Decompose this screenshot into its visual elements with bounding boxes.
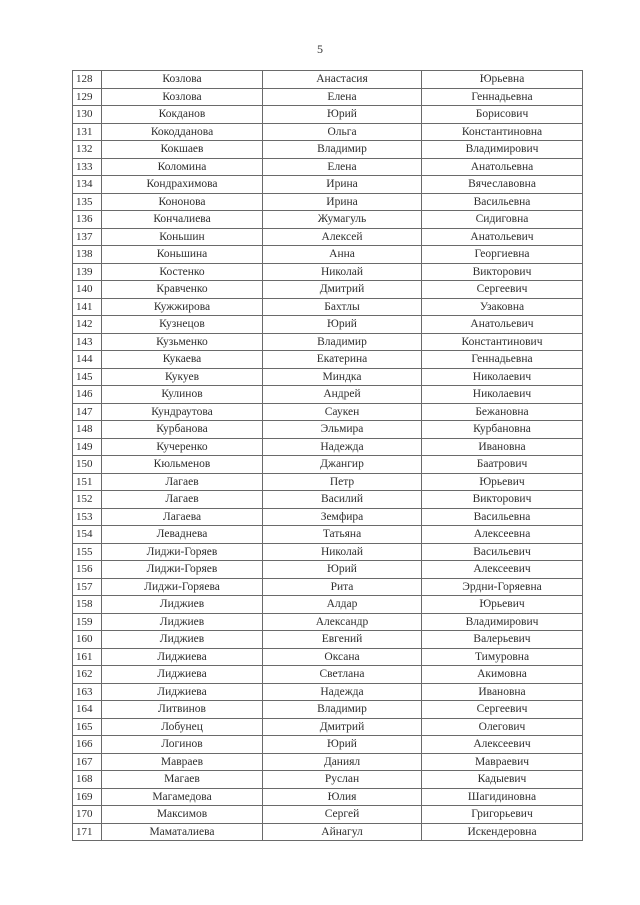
patronymic-cell: Владимирович	[422, 141, 583, 159]
first-name-cell: Земфира	[263, 508, 422, 526]
row-number: 134	[73, 176, 102, 194]
table-row	[73, 193, 583, 211]
surname-cell: Лагаева	[102, 508, 263, 526]
patronymic-cell: Георгиевна	[422, 246, 583, 264]
first-name-cell: Надежда	[263, 683, 422, 701]
patronymic-cell: Юрьевич	[422, 596, 583, 614]
first-name-cell: Петр	[263, 473, 422, 491]
table-row	[73, 508, 583, 526]
first-name-cell: Дмитрий	[263, 281, 422, 299]
surname-cell: Лиджи-Горяев	[102, 543, 263, 561]
table-row	[73, 613, 583, 631]
surname-cell: Кучеренко	[102, 438, 263, 456]
surname-cell: Кюльменов	[102, 456, 263, 474]
table-row	[73, 701, 583, 719]
surname-cell: Лиджи-Горяев	[102, 561, 263, 579]
table-row	[73, 298, 583, 316]
surname-cell: Кокшаев	[102, 141, 263, 159]
patronymic-cell: Юрьевич	[422, 473, 583, 491]
row-number: 137	[73, 228, 102, 246]
row-number: 165	[73, 718, 102, 736]
patronymic-cell: Шагидиновна	[422, 788, 583, 806]
surname-cell: Лобунец	[102, 718, 263, 736]
row-number: 146	[73, 386, 102, 404]
patronymic-cell: Алексеевич	[422, 561, 583, 579]
first-name-cell: Юлия	[263, 788, 422, 806]
row-number: 157	[73, 578, 102, 596]
table-row	[73, 176, 583, 194]
surname-cell: Козлова	[102, 88, 263, 106]
patronymic-cell: Ивановна	[422, 438, 583, 456]
row-number: 154	[73, 526, 102, 544]
patronymic-cell: Геннадьевна	[422, 351, 583, 369]
first-name-cell: Александр	[263, 613, 422, 631]
row-number: 145	[73, 368, 102, 386]
patronymic-cell: Викторович	[422, 263, 583, 281]
surname-cell: Лиджиев	[102, 613, 263, 631]
patronymic-cell: Сергеевич	[422, 281, 583, 299]
row-number: 147	[73, 403, 102, 421]
surname-cell: Кончалиева	[102, 211, 263, 229]
table-row	[73, 788, 583, 806]
surname-cell: Магаев	[102, 771, 263, 789]
table-row	[73, 543, 583, 561]
row-number: 150	[73, 456, 102, 474]
first-name-cell: Светлана	[263, 666, 422, 684]
row-number: 132	[73, 141, 102, 159]
patronymic-cell: Григорьевич	[422, 806, 583, 824]
patronymic-cell: Мавраевич	[422, 753, 583, 771]
table-row	[73, 648, 583, 666]
surname-cell: Кононова	[102, 193, 263, 211]
row-number: 139	[73, 263, 102, 281]
table-row	[73, 106, 583, 124]
table-row	[73, 88, 583, 106]
table-row	[73, 71, 583, 89]
table-row	[73, 123, 583, 141]
table-row	[73, 491, 583, 509]
table-row	[73, 351, 583, 369]
first-name-cell: Надежда	[263, 438, 422, 456]
surname-cell: Лагаев	[102, 473, 263, 491]
table-row	[73, 228, 583, 246]
surname-cell: Кукаева	[102, 351, 263, 369]
table-row	[73, 718, 583, 736]
first-name-cell: Ирина	[263, 193, 422, 211]
row-number: 149	[73, 438, 102, 456]
table-row	[73, 456, 583, 474]
surname-cell: Лиджиева	[102, 648, 263, 666]
row-number: 155	[73, 543, 102, 561]
patronymic-cell: Николаевич	[422, 368, 583, 386]
first-name-cell: Владимир	[263, 701, 422, 719]
table-row	[73, 578, 583, 596]
surname-cell: Магамедова	[102, 788, 263, 806]
patronymic-cell: Борисович	[422, 106, 583, 124]
surname-cell: Лиджи-Горяева	[102, 578, 263, 596]
patronymic-cell: Олегович	[422, 718, 583, 736]
first-name-cell: Василий	[263, 491, 422, 509]
surname-cell: Коломина	[102, 158, 263, 176]
table-row	[73, 403, 583, 421]
first-name-cell: Анна	[263, 246, 422, 264]
surname-cell: Маматалиева	[102, 823, 263, 841]
table-row	[73, 211, 583, 229]
first-name-cell: Миндка	[263, 368, 422, 386]
table-row	[73, 438, 583, 456]
patronymic-cell: Узаковна	[422, 298, 583, 316]
first-name-cell: Джангир	[263, 456, 422, 474]
roster-table-body	[73, 71, 583, 841]
first-name-cell: Юрий	[263, 316, 422, 334]
surname-cell: Кужжирова	[102, 298, 263, 316]
table-row	[73, 561, 583, 579]
first-name-cell: Даниял	[263, 753, 422, 771]
patronymic-cell: Тимуровна	[422, 648, 583, 666]
table-row	[73, 771, 583, 789]
first-name-cell: Анастасия	[263, 71, 422, 89]
patronymic-cell: Васильевна	[422, 508, 583, 526]
surname-cell: Леваднева	[102, 526, 263, 544]
row-number: 169	[73, 788, 102, 806]
surname-cell: Курбанова	[102, 421, 263, 439]
patronymic-cell: Константиновна	[422, 123, 583, 141]
patronymic-cell: Акимовна	[422, 666, 583, 684]
row-number: 164	[73, 701, 102, 719]
patronymic-cell: Кадыевич	[422, 771, 583, 789]
row-number: 159	[73, 613, 102, 631]
patronymic-cell: Искендеровна	[422, 823, 583, 841]
table-row	[73, 368, 583, 386]
patronymic-cell: Геннадьевна	[422, 88, 583, 106]
first-name-cell: Николай	[263, 543, 422, 561]
table-row	[73, 526, 583, 544]
row-number: 141	[73, 298, 102, 316]
row-number: 166	[73, 736, 102, 754]
surname-cell: Лагаев	[102, 491, 263, 509]
table-row	[73, 823, 583, 841]
patronymic-cell: Алексеевна	[422, 526, 583, 544]
row-number: 130	[73, 106, 102, 124]
table-row	[73, 666, 583, 684]
patronymic-cell: Васильевна	[422, 193, 583, 211]
row-number: 140	[73, 281, 102, 299]
patronymic-cell: Эрдни-Горяевна	[422, 578, 583, 596]
row-number: 151	[73, 473, 102, 491]
surname-cell: Кокданов	[102, 106, 263, 124]
patronymic-cell: Валерьевич	[422, 631, 583, 649]
table-row	[73, 141, 583, 159]
patronymic-cell: Курбановна	[422, 421, 583, 439]
row-number: 170	[73, 806, 102, 824]
row-number: 144	[73, 351, 102, 369]
first-name-cell: Жумагуль	[263, 211, 422, 229]
row-number: 135	[73, 193, 102, 211]
table-row	[73, 281, 583, 299]
surname-cell: Козлова	[102, 71, 263, 89]
table-row	[73, 421, 583, 439]
row-number: 133	[73, 158, 102, 176]
row-number: 131	[73, 123, 102, 141]
patronymic-cell: Сергеевич	[422, 701, 583, 719]
first-name-cell: Руслан	[263, 771, 422, 789]
first-name-cell: Ольга	[263, 123, 422, 141]
row-number: 129	[73, 88, 102, 106]
first-name-cell: Татьяна	[263, 526, 422, 544]
row-number: 153	[73, 508, 102, 526]
row-number: 142	[73, 316, 102, 334]
first-name-cell: Евгений	[263, 631, 422, 649]
first-name-cell: Эльмира	[263, 421, 422, 439]
patronymic-cell: Юрьевна	[422, 71, 583, 89]
surname-cell: Кузнецов	[102, 316, 263, 334]
row-number: 158	[73, 596, 102, 614]
surname-cell: Мавраев	[102, 753, 263, 771]
roster-table	[72, 70, 583, 841]
first-name-cell: Саукен	[263, 403, 422, 421]
patronymic-cell: Константинович	[422, 333, 583, 351]
surname-cell: Лиджиев	[102, 596, 263, 614]
first-name-cell: Дмитрий	[263, 718, 422, 736]
patronymic-cell: Алексеевич	[422, 736, 583, 754]
surname-cell: Литвинов	[102, 701, 263, 719]
table-row	[73, 316, 583, 334]
table-row	[73, 473, 583, 491]
patronymic-cell: Ивановна	[422, 683, 583, 701]
first-name-cell: Николай	[263, 263, 422, 281]
table-row	[73, 736, 583, 754]
surname-cell: Кундраутова	[102, 403, 263, 421]
first-name-cell: Юрий	[263, 736, 422, 754]
surname-cell: Лиджиева	[102, 683, 263, 701]
patronymic-cell: Николаевич	[422, 386, 583, 404]
row-number: 156	[73, 561, 102, 579]
surname-cell: Кулинов	[102, 386, 263, 404]
surname-cell: Кравченко	[102, 281, 263, 299]
surname-cell: Коньшин	[102, 228, 263, 246]
first-name-cell: Андрей	[263, 386, 422, 404]
patronymic-cell: Вячеславовна	[422, 176, 583, 194]
surname-cell: Лиджиев	[102, 631, 263, 649]
table-row	[73, 683, 583, 701]
patronymic-cell: Анатольевич	[422, 228, 583, 246]
patronymic-cell: Анатольевна	[422, 158, 583, 176]
row-number: 128	[73, 71, 102, 89]
table-row	[73, 753, 583, 771]
row-number: 160	[73, 631, 102, 649]
row-number: 152	[73, 491, 102, 509]
table-row	[73, 806, 583, 824]
row-number: 168	[73, 771, 102, 789]
patronymic-cell: Бежановна	[422, 403, 583, 421]
first-name-cell: Ирина	[263, 176, 422, 194]
row-number: 143	[73, 333, 102, 351]
table-row	[73, 386, 583, 404]
first-name-cell: Елена	[263, 158, 422, 176]
row-number: 148	[73, 421, 102, 439]
first-name-cell: Юрий	[263, 561, 422, 579]
first-name-cell: Юрий	[263, 106, 422, 124]
first-name-cell: Бахтлы	[263, 298, 422, 316]
row-number: 167	[73, 753, 102, 771]
first-name-cell: Екатерина	[263, 351, 422, 369]
page-number: 5	[317, 42, 323, 56]
row-number: 138	[73, 246, 102, 264]
row-number: 161	[73, 648, 102, 666]
first-name-cell: Владимир	[263, 141, 422, 159]
first-name-cell: Рита	[263, 578, 422, 596]
surname-cell: Кукуев	[102, 368, 263, 386]
row-number: 171	[73, 823, 102, 841]
patronymic-cell: Сидиговна	[422, 211, 583, 229]
surname-cell: Костенко	[102, 263, 263, 281]
surname-cell: Кондрахимова	[102, 176, 263, 194]
surname-cell: Кузьменко	[102, 333, 263, 351]
surname-cell: Логинов	[102, 736, 263, 754]
surname-cell: Максимов	[102, 806, 263, 824]
table-row	[73, 596, 583, 614]
first-name-cell: Айнагул	[263, 823, 422, 841]
surname-cell: Лиджиева	[102, 666, 263, 684]
surname-cell: Кокодданова	[102, 123, 263, 141]
first-name-cell: Сергей	[263, 806, 422, 824]
patronymic-cell: Викторович	[422, 491, 583, 509]
table-row	[73, 263, 583, 281]
first-name-cell: Оксана	[263, 648, 422, 666]
patronymic-cell: Владимирович	[422, 613, 583, 631]
first-name-cell: Алдар	[263, 596, 422, 614]
table-row	[73, 246, 583, 264]
table-row	[73, 333, 583, 351]
row-number: 163	[73, 683, 102, 701]
patronymic-cell: Баатрович	[422, 456, 583, 474]
patronymic-cell: Анатольевич	[422, 316, 583, 334]
first-name-cell: Владимир	[263, 333, 422, 351]
row-number: 136	[73, 211, 102, 229]
patronymic-cell: Васильевич	[422, 543, 583, 561]
surname-cell: Коньшина	[102, 246, 263, 264]
table-row	[73, 631, 583, 649]
first-name-cell: Алексей	[263, 228, 422, 246]
first-name-cell: Елена	[263, 88, 422, 106]
table-row	[73, 158, 583, 176]
row-number: 162	[73, 666, 102, 684]
